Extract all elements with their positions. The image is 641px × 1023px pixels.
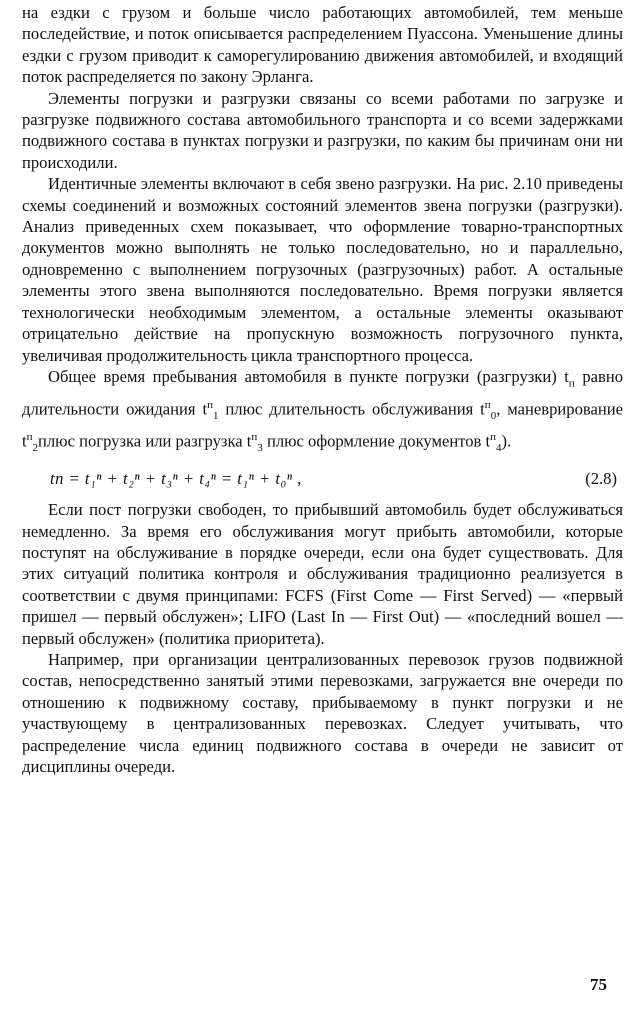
para4-sup-4: п	[26, 430, 33, 443]
paragraph-5: Если пост погрузки свободен, то прибывший автомобиль будет обслуживаться немедленно. За время его обслуживания могут прибыть автомобили, которые поступят на обслуживание в порядке очереди, если она будет существовать. Для этих ситуаций политика контроля и обслуживания традиционно реализуется в соответствии с двумя принципами: FCFS (First Come — First Served) — «первый пришел — первый обслужен»; LIFO (Last In — First Out) — «последний вошел — первый обслужен» (политика приоритета).	[22, 500, 623, 648]
para4-text-3: плюс длительность обслуживания t	[218, 399, 485, 419]
equation-number: (2.8)	[585, 469, 617, 489]
para4-sup-2: п	[207, 398, 213, 411]
para4-sup-3: п	[484, 398, 491, 411]
paragraph-1: на ездки с грузом и больше число работающих автомобилей, тем меньше последействие, и поток описывается распределением Пуассона. Уменьшение длины ездки с грузом приводит к саморегулированию движения автомобилей, и входящий поток распределяется по закону Эрланга.	[22, 3, 623, 87]
paragraph-6: Например, при организации централизованных перевозок грузов подвижной состав, непосредственно занятый этими перевозками, загружается вне очереди по отношению к подвижному составу, прибываемому в пункт погрузки и не участвующему в централизованных перевозках. Следует учитывать, что распределение числа единиц подвижного состава в очереди не зависит от дисциплины очереди.	[22, 649, 623, 776]
equation-2-8	[22, 462, 623, 496]
page-number: 75	[590, 975, 607, 994]
para4-text-6: плюс оформление документов t	[262, 431, 491, 451]
paragraph-2: Элементы погрузки и разгрузки связаны со всеми работами по загрузке и разгрузке подвижного состава автомобильного транспорта и со всеми задержками подвижного состава в пунктах погрузки и разгрузки, по каким бы причинам они ни происходили.	[22, 88, 623, 172]
paragraph-3: Идентичные элементы включают в себя звено разгрузки. На рис. 2.10 приведены схемы соединений и возможных состояний элементов звена погрузки (разгрузки). Анализ приведенных схем показывает, что оформление товарно-транспортных документов можно выполнять не только последовательно, но и параллельно, одновременно с выполнением погрузочных (разгрузочных) работ. А остальные элементы этого звена выполняются последовательно. Время погрузки является технологически необходимым элементом, а остальные элементы оказывают отрицательно действие на пропускную возможность погрузочного пункта, увеличивая продолжительность цикла транспортного процесса.	[22, 174, 623, 365]
para4-sup-5: п	[251, 430, 258, 443]
para4-text-4: , маневрирование t	[22, 399, 623, 451]
para4-sub-2: 1	[212, 409, 219, 422]
para4-sup-6: п	[490, 430, 497, 443]
para4-sub-3: 0	[490, 409, 497, 422]
para4-sub-4: 2	[32, 441, 39, 454]
para4-text-7: ).	[501, 431, 512, 451]
equation-formula: tп = t₁ⁿ + t₂ⁿ + t₃ⁿ + t₄ⁿ = t₁ⁿ + t₀ⁿ ,	[50, 469, 302, 489]
para4-text-5: плюс погрузка или разгрузка t	[38, 431, 252, 451]
para4-sub-6: 4	[496, 441, 502, 454]
para4-text-2: равно длительности ожидания t	[22, 366, 623, 419]
paragraph-4	[22, 366, 623, 459]
para4-sub-5: 3	[257, 441, 263, 454]
para4-text-1: Общее время пребывания автомобиля в пункте погрузки (разгрузки) t	[48, 366, 569, 386]
para4-sub-1: п	[568, 377, 575, 390]
